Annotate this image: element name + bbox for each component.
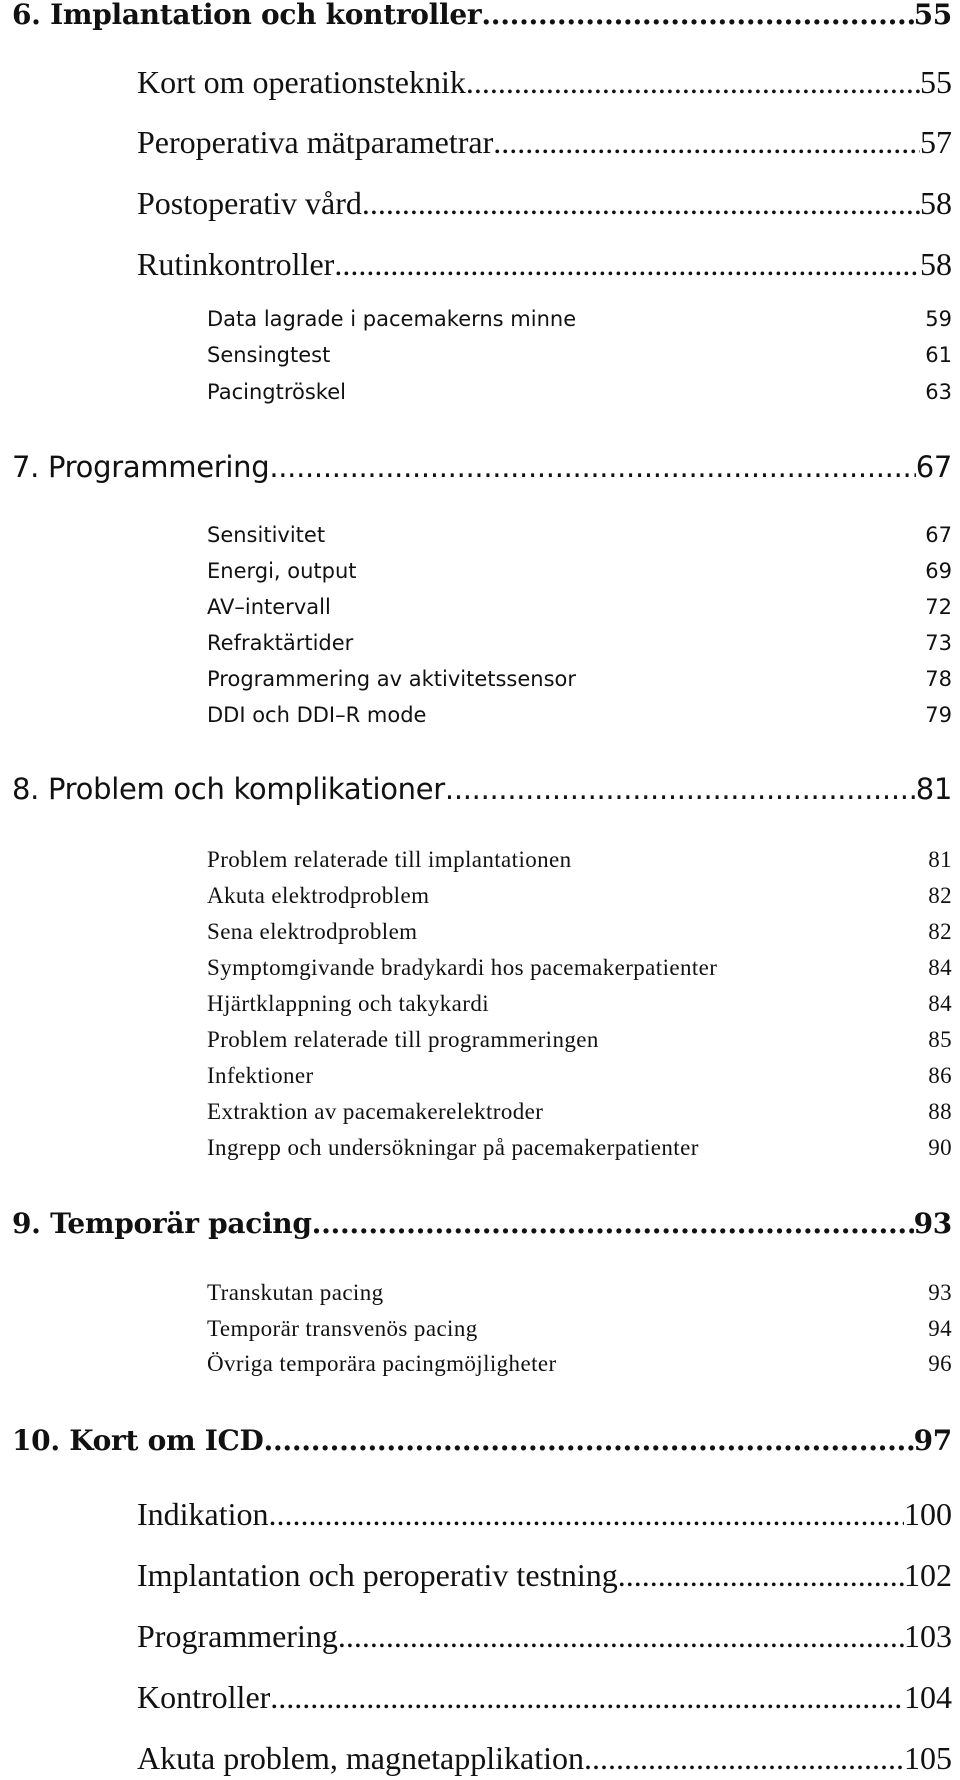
subsection-title: Problem relaterade till programmeringen bbox=[207, 1027, 599, 1052]
toc-subsection[interactable] bbox=[207, 955, 952, 981]
dot-leader bbox=[269, 450, 915, 484]
subsection-title: Transkutan pacing bbox=[207, 1280, 384, 1305]
subsection-title: Energi, output bbox=[207, 559, 357, 583]
dot-leader bbox=[269, 1496, 904, 1533]
toc-section[interactable] bbox=[137, 246, 952, 283]
subsection-page: 67 bbox=[925, 523, 952, 547]
toc-chapter-9[interactable] bbox=[12, 1207, 952, 1240]
subsection-title: Programmering av aktivitetssensor bbox=[207, 667, 577, 691]
section-page: 58 bbox=[920, 185, 952, 221]
subsection-page: 86 bbox=[928, 1063, 952, 1088]
dot-leader bbox=[334, 246, 920, 283]
toc-subsection[interactable] bbox=[207, 991, 952, 1017]
subsection-title: Akuta elektrodproblem bbox=[207, 883, 430, 908]
chapter-page: 67 bbox=[915, 450, 952, 484]
section-title: Rutinkontroller bbox=[137, 246, 335, 282]
section-page: 104 bbox=[904, 1679, 952, 1715]
subsection-page: 63 bbox=[925, 380, 952, 404]
dot-leader bbox=[362, 185, 920, 222]
toc-section[interactable] bbox=[137, 124, 952, 161]
section-page: 105 bbox=[904, 1740, 952, 1776]
section-title: Kontroller bbox=[137, 1679, 271, 1715]
toc-section[interactable] bbox=[137, 64, 952, 101]
toc-section[interactable] bbox=[137, 1557, 952, 1594]
subsection-page: 69 bbox=[925, 559, 952, 583]
toc-subsection[interactable] bbox=[207, 847, 952, 873]
section-page: 102 bbox=[904, 1557, 952, 1593]
toc-subsection[interactable] bbox=[207, 1316, 952, 1342]
toc-subsection[interactable] bbox=[207, 523, 952, 547]
chapter-title: 10. Kort om ICD bbox=[12, 1424, 264, 1457]
toc-subsection[interactable] bbox=[207, 883, 952, 909]
subsection-title: Problem relaterade till implantationen bbox=[207, 847, 572, 872]
toc-subsection[interactable] bbox=[207, 631, 952, 655]
subsection-title: AV–intervall bbox=[207, 595, 331, 619]
subsection-page: 78 bbox=[925, 667, 952, 691]
chapter-page: 55 bbox=[913, 0, 952, 31]
toc-subsection[interactable] bbox=[207, 667, 952, 691]
subsection-page: 94 bbox=[928, 1316, 952, 1341]
chapter-title: 8. Problem och komplikationer bbox=[12, 772, 445, 806]
subsection-title: Data lagrade i pacemakerns minne bbox=[207, 307, 577, 331]
chapter-page: 97 bbox=[913, 1424, 952, 1457]
dot-leader bbox=[270, 1679, 904, 1716]
chapter-title: 9. Temporär pacing bbox=[12, 1207, 312, 1240]
section-title: Kort om operationsteknik bbox=[137, 64, 466, 100]
subsection-title: Temporär transvenös pacing bbox=[207, 1316, 478, 1341]
toc-subsection[interactable] bbox=[207, 1027, 952, 1053]
toc-subsection[interactable] bbox=[207, 703, 952, 727]
subsection-title: Pacingtröskel bbox=[207, 380, 346, 404]
chapter-page: 81 bbox=[915, 772, 952, 806]
toc-subsection[interactable] bbox=[207, 343, 952, 367]
dot-leader bbox=[493, 124, 920, 161]
toc-subsection[interactable] bbox=[207, 595, 952, 619]
chapter-page: 93 bbox=[913, 1207, 952, 1240]
dot-leader bbox=[312, 1207, 914, 1240]
toc-subsection[interactable] bbox=[207, 380, 952, 404]
dot-leader bbox=[466, 64, 920, 101]
section-page: 55 bbox=[920, 64, 952, 100]
section-page: 103 bbox=[904, 1618, 952, 1654]
subsection-page: 84 bbox=[928, 955, 952, 980]
subsection-page: 93 bbox=[928, 1280, 952, 1305]
subsection-page: 81 bbox=[928, 847, 952, 872]
dot-leader bbox=[584, 1740, 904, 1777]
subsection-page: 96 bbox=[928, 1351, 952, 1376]
subsection-page: 82 bbox=[928, 919, 952, 944]
subsection-title: Hjärtklappning och takykardi bbox=[207, 991, 490, 1016]
section-page: 58 bbox=[920, 246, 952, 282]
subsection-page: 61 bbox=[925, 343, 952, 367]
subsection-title: Extraktion av pacemakerelektroder bbox=[207, 1099, 544, 1124]
dot-leader bbox=[618, 1557, 904, 1594]
subsection-page: 82 bbox=[928, 883, 952, 908]
subsection-title: Sensingtest bbox=[207, 343, 331, 367]
subsection-page: 88 bbox=[928, 1099, 952, 1124]
dot-leader bbox=[338, 1618, 904, 1655]
toc-subsection[interactable] bbox=[207, 1135, 952, 1161]
toc-section[interactable] bbox=[137, 1679, 952, 1716]
subsection-title: Sensitivitet bbox=[207, 523, 326, 547]
subsection-page: 59 bbox=[925, 307, 952, 331]
toc-section[interactable] bbox=[137, 185, 952, 222]
toc-subsection[interactable] bbox=[207, 919, 952, 945]
subsection-page: 73 bbox=[925, 631, 952, 655]
section-title: Postoperativ vård bbox=[137, 185, 362, 221]
section-title: Programmering bbox=[137, 1618, 338, 1654]
dot-leader bbox=[264, 1424, 914, 1457]
section-page: 100 bbox=[904, 1496, 952, 1532]
toc-chapter-6[interactable] bbox=[12, 0, 952, 31]
toc-subsection[interactable] bbox=[207, 1351, 952, 1377]
section-title: Peroperativa mätparametrar bbox=[137, 124, 494, 160]
toc-subsection[interactable] bbox=[207, 559, 952, 583]
toc-chapter-7[interactable] bbox=[12, 450, 952, 484]
subsection-title: Ingrepp och undersökningar på pacemakerpatienter bbox=[207, 1135, 699, 1160]
subsection-title: Sena elektrodproblem bbox=[207, 919, 418, 944]
subsection-page: 85 bbox=[928, 1027, 952, 1052]
toc-subsection[interactable] bbox=[207, 1280, 952, 1306]
subsection-title: Infektioner bbox=[207, 1063, 314, 1088]
toc-section[interactable] bbox=[137, 1740, 952, 1777]
subsection-page: 79 bbox=[925, 703, 952, 727]
subsection-title: Symptomgivande bradykardi hos pacemakerpatienter bbox=[207, 955, 718, 980]
toc-section[interactable] bbox=[137, 1618, 952, 1655]
subsection-title: Övriga temporära pacingmöjligheter bbox=[207, 1351, 557, 1376]
toc-chapter-10[interactable] bbox=[12, 1424, 952, 1457]
subsection-title: Refraktärtider bbox=[207, 631, 354, 655]
toc-section[interactable] bbox=[137, 1496, 952, 1533]
section-title: Akuta problem, magnetapplikation bbox=[137, 1740, 584, 1776]
dot-leader bbox=[445, 772, 916, 806]
subsection-page: 90 bbox=[928, 1135, 952, 1160]
subsection-page: 72 bbox=[925, 595, 952, 619]
subsection-title: DDI och DDI–R mode bbox=[207, 703, 427, 727]
dot-leader bbox=[481, 0, 913, 31]
toc-chapter-8[interactable] bbox=[12, 772, 952, 806]
section-page: 57 bbox=[920, 124, 952, 160]
section-title: Indikation bbox=[137, 1496, 269, 1532]
toc-subsection[interactable] bbox=[207, 1063, 952, 1089]
chapter-title: 6. Implantation och kontroller bbox=[12, 0, 482, 31]
chapter-title: 7. Programmering bbox=[12, 450, 270, 484]
section-title: Implantation och peroperativ testning bbox=[137, 1557, 618, 1593]
toc-subsection[interactable] bbox=[207, 1099, 952, 1125]
subsection-page: 84 bbox=[928, 991, 952, 1016]
toc-subsection[interactable] bbox=[207, 307, 952, 331]
